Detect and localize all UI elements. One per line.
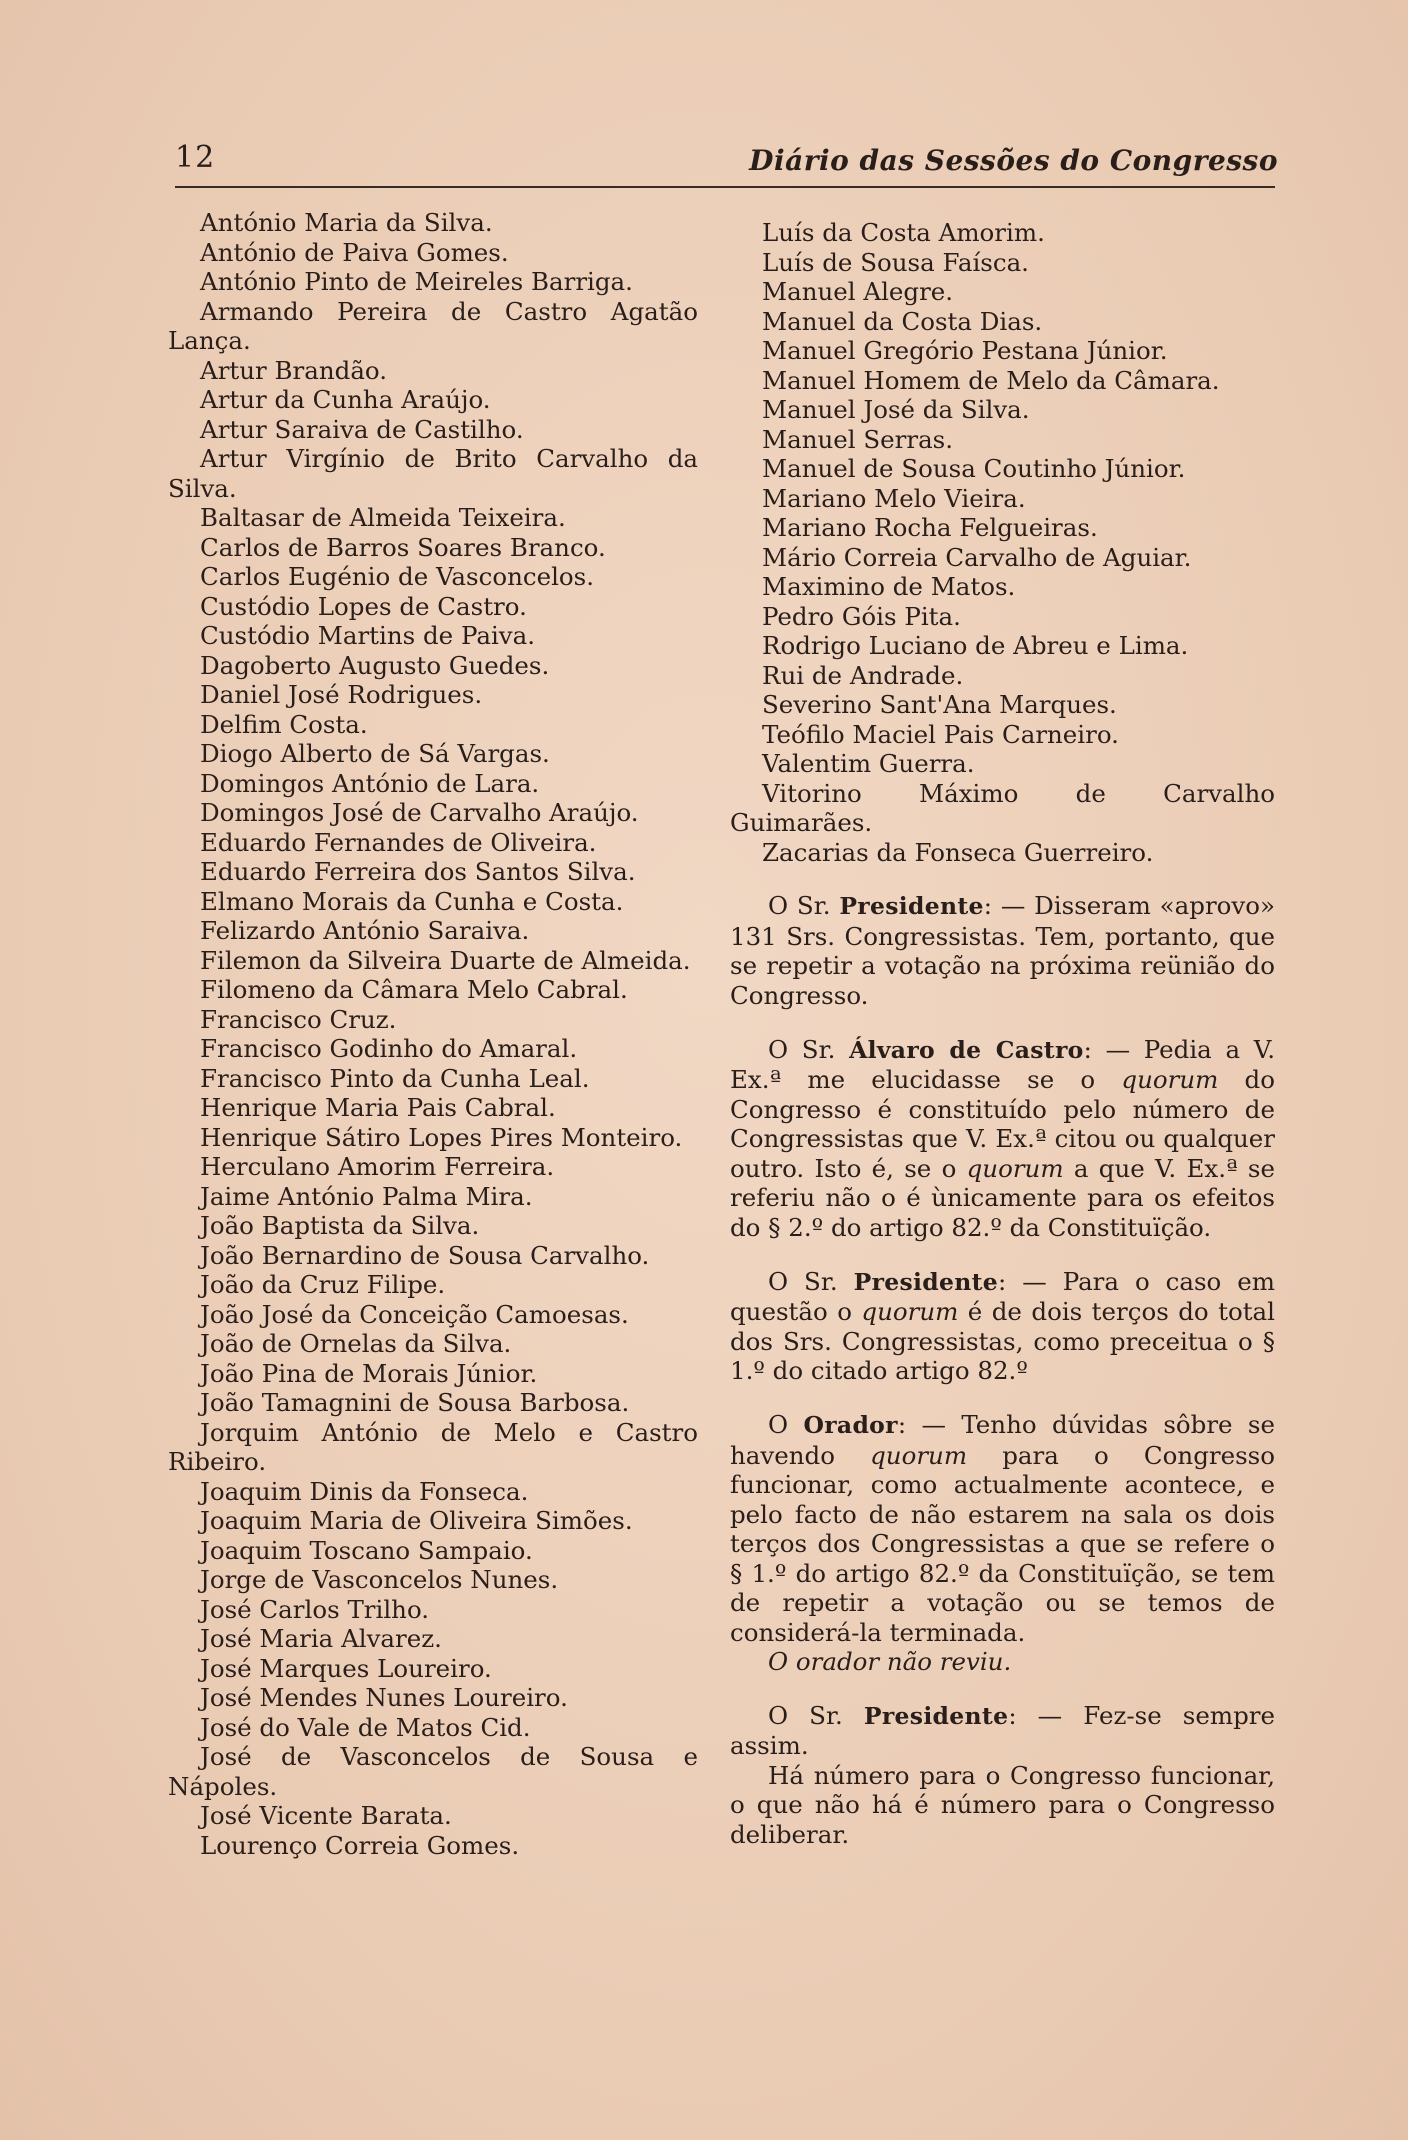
list-item: Lourenço Correia Gomes. (200, 1830, 520, 1860)
speaker-name: Presidente (853, 1267, 999, 1296)
list-item: Eduardo Ferreira dos Santos Silva. (200, 857, 636, 886)
list-item: Artur Brandão. (200, 355, 388, 385)
list-item: Manuel José da Silva. (762, 395, 1030, 424)
list-item: João Baptista da Silva. (200, 1211, 480, 1240)
speech-text: : — Para o caso em questão o (730, 1266, 1275, 1326)
page-number: 12 (175, 140, 216, 175)
list-item: Mário Correia Carvalho de Aguiar. (762, 542, 1192, 572)
speech-paragraph (730, 1701, 1275, 1761)
list-item: Manuel Gregório Pestana Júnior. (762, 336, 1168, 365)
list-item: Manuel Alegre. (762, 277, 954, 306)
list-item: Felizardo António Saraiva. (200, 916, 530, 945)
speech-prefix: O (768, 1410, 804, 1439)
list-item: António Maria da Silva. (200, 208, 493, 237)
speech-text: é de dois terços do total dos Srs. Congressistas, como preceitua o § 1.º do citado artigo 82.º (730, 1297, 1275, 1385)
list-item: Francisco Cruz. (200, 1004, 397, 1034)
list-item: Artur Saraiva de Castilho. (200, 414, 524, 444)
list-item: Mariano Melo Vieira. (762, 483, 1026, 513)
speech-prefix: O Sr. (768, 1034, 850, 1064)
list-item: Luís da Costa Amorim. (762, 218, 1045, 247)
speech-text: do Congresso é constituído pelo número de Congressistas que V. Ex.ª citou ou qualquer outro. Isto é, se o (730, 1065, 1275, 1183)
list-item: Diogo Alberto de Sá Vargas. (200, 739, 550, 768)
list-item: Jaime António Palma Mira. (200, 1181, 533, 1211)
list-item: José Vicente Barata. (200, 1801, 452, 1830)
list-item: Filemon da Silveira Duarte de Almeida. (200, 945, 691, 975)
list-item: Teófilo Maciel Pais Carneiro. (762, 719, 1119, 749)
list-item: Custódio Lopes de Castro. (200, 591, 527, 621)
list-item: Pedro Góis Pita. (762, 601, 961, 631)
list-item: Custódio Martins de Paiva. (200, 621, 536, 650)
list-item: José Marques Loureiro. (200, 1653, 492, 1683)
list-item: Francisco Godinho do Amaral. (200, 1034, 578, 1063)
list-item: Delfim Costa. (200, 709, 368, 739)
speech-paragraph (730, 891, 1275, 1010)
list-item: João de Ornelas da Silva. (200, 1329, 512, 1358)
speech-text: a que V. Ex.ª se referiu não o é ùnicamente para os efeitos do § 2.º do artigo 82.º da Constituïção. (730, 1153, 1275, 1242)
list-item: José de Vasconcelos de Sousa e Nápoles. (168, 1742, 698, 1801)
list-item: Valentim Guerra. (762, 749, 975, 778)
list-item: Domingos José de Carvalho Araújo. (200, 798, 639, 827)
speech-paragraph (730, 1410, 1275, 1647)
list-item: José Carlos Trilho. (200, 1594, 430, 1624)
list-item: Luís de Sousa Faísca. (762, 247, 1029, 277)
list-item: Manuel Serras. (762, 424, 954, 454)
list-item: Henrique Sátiro Lopes Pires Monteiro. (200, 1122, 683, 1152)
list-item: Herculano Amorim Ferreira. (200, 1152, 555, 1181)
speech-paragraph (730, 1267, 1275, 1386)
list-item: Filomeno da Câmara Melo Cabral. (200, 975, 628, 1004)
list-item: João Bernardino de Sousa Carvalho. (200, 1240, 650, 1270)
speech-text: : — Tenho dúvidas sôbre se havendo (730, 1410, 1276, 1470)
list-item: Manuel de Sousa Coutinho Júnior. (762, 454, 1186, 483)
speech-text: : — Disseram «aprovo» 131 Srs. Congressistas. Tem, portanto, que se repetir a votação na próxima reünião do Congresso. (730, 891, 1275, 1010)
list-item: João Tamagnini de Sousa Barbosa. (200, 1388, 630, 1417)
speech-text: : — Fez-se sempre assim. (730, 1700, 1275, 1760)
list-item: José Maria Alvarez. (200, 1624, 442, 1653)
running-head: Diário das Sessões do Congresso (749, 144, 1278, 177)
closing-paragraph: Há número para o Congresso funcionar, o que não há é número para o Congresso deliberar. (730, 1760, 1275, 1849)
list-item: Artur Virgínio de Brito Carvalho da Silva. (168, 444, 698, 503)
list-item: António de Paiva Gomes. (200, 237, 509, 267)
speech-text: : — Pedia a V. Ex.ª me elucidasse se o (730, 1034, 1275, 1094)
list-item: Dagoberto Augusto Guedes. (200, 650, 550, 680)
list-item: Maximino de Matos. (762, 572, 1016, 601)
list-item: José do Vale de Matos Cid. (200, 1712, 531, 1742)
unrevised-note: O orador não reviu. (768, 1647, 1012, 1676)
list-item: Joaquim Toscano Sampaio. (200, 1535, 533, 1565)
speaker-name: Orador (803, 1411, 898, 1439)
list-item: Francisco Pinto da Cunha Leal. (200, 1063, 590, 1093)
speech-text: para o Congresso funcionar, como actualmente acontece, e pelo facto de não estarem na sala os dois terços dos Congressistas a que se refere o § 1.º do artigo 82.º da Constituïção, se tem de repetir a votação ou se temos de considerá-la terminada. (730, 1440, 1275, 1647)
list-item: Henrique Maria Pais Cabral. (200, 1093, 556, 1122)
list-item: João Pina de Morais Júnior. (200, 1358, 538, 1388)
list-item: João da Cruz Filipe. (200, 1270, 446, 1299)
speech-prefix: O Sr. (768, 1266, 854, 1296)
speaker-name: Presidente (863, 1701, 1009, 1730)
list-item: Joaquim Maria de Oliveira Simões. (200, 1506, 633, 1535)
list-item: Rodrigo Luciano de Abreu e Lima. (762, 631, 1189, 660)
right-column (730, 218, 1275, 1874)
list-item: Severino Sant'Ana Marques. (762, 690, 1117, 719)
list-item: Armando Pereira de Castro Agatão Lança. (168, 296, 698, 355)
list-item: Artur da Cunha Araújo. (200, 385, 491, 414)
speech-paragraph (730, 1035, 1275, 1243)
list-item: José Mendes Nunes Loureiro. (200, 1683, 568, 1712)
list-item: Manuel Homem de Melo da Câmara. (762, 365, 1220, 395)
speaker-name: Presidente (839, 892, 984, 920)
speech-emphasis: quorum (966, 1153, 1064, 1183)
list-item: António Pinto de Meireles Barriga. (200, 267, 633, 296)
list-item: Rui de Andrade. (762, 660, 964, 690)
header-rule (175, 186, 1275, 188)
list-item: Domingos António de Lara. (200, 768, 540, 798)
list-item: Joaquim Dinis da Fonseca. (200, 1476, 529, 1506)
list-item: Jorquim António de Melo e Castro Ribeiro. (168, 1417, 698, 1476)
list-item: Vitorino Máximo de Carvalho Guimarães. (730, 778, 1275, 837)
list-item: Carlos Eugénio de Vasconcelos. (200, 562, 595, 591)
list-item: Jorge de Vasconcelos Nunes. (200, 1565, 559, 1594)
list-item: Eduardo Fernandes de Oliveira. (200, 827, 597, 857)
speech-emphasis: quorum (861, 1297, 959, 1326)
list-item: Manuel da Costa Dias. (762, 306, 1043, 336)
list-item: Carlos de Barros Soares Branco. (200, 532, 606, 562)
list-item: Elmano Morais da Cunha e Costa. (200, 886, 624, 916)
list-item: Zacarias da Fonseca Guerreiro. (762, 837, 1154, 867)
speaker-name: Álvaro de Castro (849, 1035, 1084, 1064)
speech-emphasis: quorum (870, 1440, 968, 1470)
speech-prefix: O Sr. (768, 1700, 864, 1730)
list-item: Baltasar de Almeida Teixeira. (200, 503, 566, 532)
list-item: João José da Conceição Camoesas. (200, 1299, 629, 1329)
list-item: Daniel José Rodrigues. (200, 680, 483, 709)
left-column (168, 208, 698, 1860)
speech-prefix: O Sr. (768, 891, 840, 920)
speech-emphasis: quorum (1121, 1065, 1219, 1094)
list-item: Mariano Rocha Felgueiras. (762, 513, 1098, 542)
